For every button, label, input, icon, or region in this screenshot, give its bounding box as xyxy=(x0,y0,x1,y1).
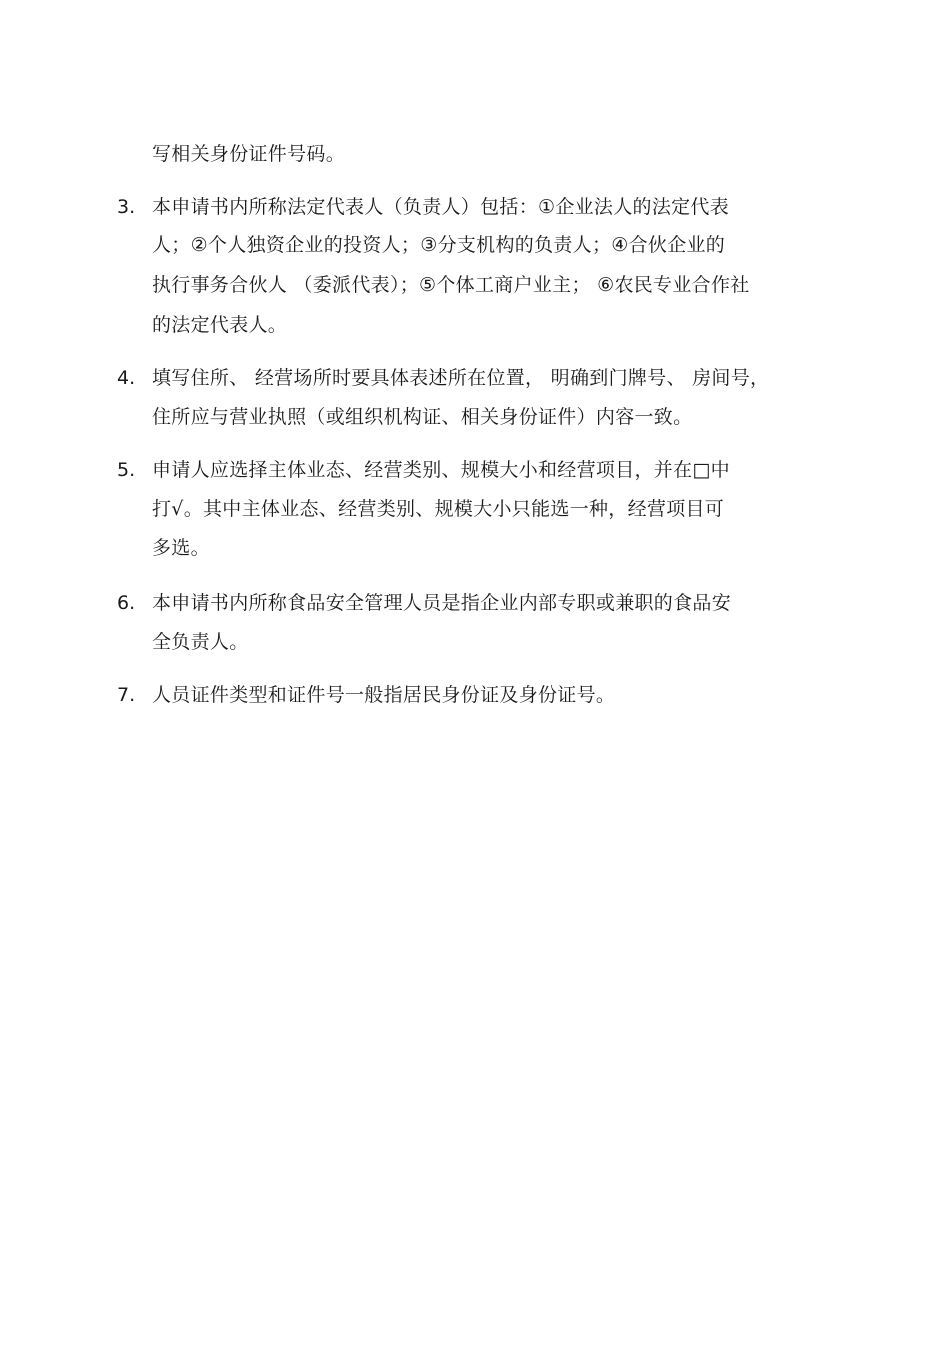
note-line: 人；②个人独资企业的投资人；③分支机构的负责人；④合伙企业的 xyxy=(152,234,726,256)
note-number: 7. xyxy=(117,684,136,706)
continuation-line: 写相关身份证件号码。 xyxy=(152,143,346,165)
note-line: 申请人应选择主体业态、经营类别、规模大小和经营项目，并在□中 xyxy=(152,459,730,481)
note-number: 5. xyxy=(117,459,136,481)
note-line: 多选。 xyxy=(152,537,210,559)
note-number: 6. xyxy=(117,592,136,614)
note-line: 住所应与营业执照（或组织机构证、相关身份证件）内容一致。 xyxy=(152,406,693,428)
note-line: 填写住所、 经营场所时要具体表述所在位置， 明确到门牌号、 房间号， xyxy=(152,367,770,389)
note-line: 本申请书内所称食品安全管理人员是指企业内部专职或兼职的食品安 xyxy=(152,592,732,614)
note-line: 本申请书内所称法定代表人（负责人）包括：①企业法人的法定代表 xyxy=(152,196,730,218)
note-line: 打√。其中主体业态、经营类别、规模大小只能选一种，经营项目可 xyxy=(152,498,725,520)
note-line: 的法定代表人。 xyxy=(152,314,288,336)
note-number: 4. xyxy=(117,367,136,389)
note-number: 3. xyxy=(117,196,136,218)
note-line: 全负责人。 xyxy=(152,631,249,653)
note-line: 人员证件类型和证件号一般指居民身份证及身份证号。 xyxy=(152,684,616,706)
note-line: 执行事务合伙人 （委派代表）；⑤个体工商户业主； ⑥农民专业合作社 xyxy=(152,274,750,296)
